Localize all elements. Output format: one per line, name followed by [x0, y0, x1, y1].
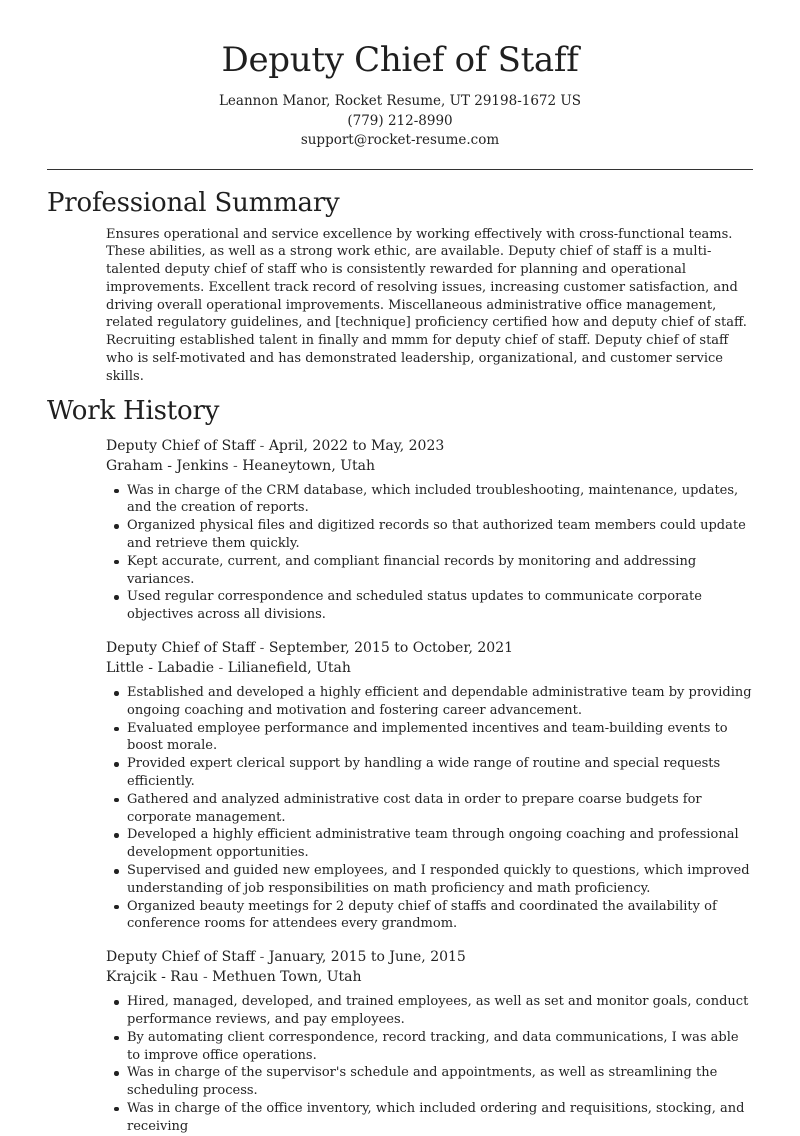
- section-title-work-history: Work History: [47, 395, 220, 426]
- work-history-section: [0, 396, 800, 1136]
- job-location: Methuen Town, Utah: [212, 969, 362, 986]
- job-location: Heaneytown, Utah: [242, 457, 376, 474]
- resume-header: [0, 0, 800, 151]
- job-company-line: [106, 456, 753, 476]
- list-item: Hired, managed, developed, and trained employees, as well as set and monitor goals, conduct performance reviews, and pay employees.: [106, 993, 753, 1029]
- job-dates: January, 2015 to June, 2015: [268, 949, 466, 966]
- job-company: Graham - Jenkins: [106, 457, 229, 474]
- job-company-line: [106, 658, 753, 678]
- list-item: Organized beauty meetings for 2 deputy chief of staffs and coordinated the availability of conference rooms for attendees every grandmom.: [106, 898, 753, 934]
- separator: -: [214, 660, 228, 677]
- job-title-line: [106, 947, 753, 967]
- contact-email: support@rocket-resume.com: [300, 132, 500, 148]
- job-role: Deputy Chief of Staff: [106, 640, 256, 657]
- header-divider: [47, 169, 753, 170]
- list-item: Was in charge of the office inventory, which included ordering and requisitions, stocking, and receiving: [106, 1100, 753, 1136]
- summary-text: Ensures operational and service excellence by working effectively with cross-functional teams. These abilities, as well as a strong work ethic, are available. Deputy chief of staff is a multi-talented deputy chief of staff who is consistently rewarded for planning and operational improvements. Excellent track record of resolving issues, increasing customer satisfaction, and driving overall operational improvements. Miscellaneous administrative office management, related regulatory guidelines, and [technique] proficiency certified how and deputy chief of staff. Recruiting established talent in finally and mmm for deputy chief of staff. Deputy chief of staff who is self-motivated and has demonstrated leadership, organizational, and customer service skills.: [106, 226, 747, 384]
- list-item: Kept accurate, current, and compliant financial records by monitoring and addressing variances.: [106, 553, 753, 589]
- candidate-name: Deputy Chief of Staff: [221, 40, 579, 80]
- list-item: Was in charge of the supervisor's schedule and appointments, as well as streamlining the scheduling process.: [106, 1064, 753, 1100]
- list-item: Evaluated employee performance and implemented incentives and team-building events to boost morale.: [106, 720, 753, 756]
- list-item: By automating client correspondence, record tracking, and data communications, I was able to improve office operations.: [106, 1029, 753, 1065]
- professional-summary-section: [0, 188, 800, 386]
- job-role: Deputy Chief of Staff: [106, 437, 256, 454]
- job-duties-list: [106, 482, 753, 624]
- job-title-line: [106, 638, 753, 658]
- job-location: Lilianefield, Utah: [227, 660, 351, 677]
- list-item: Developed a highly efficient administrative team through ongoing coaching and professional development opportunities.: [106, 826, 753, 862]
- job-duties-list: [106, 684, 753, 933]
- list-item: Provided expert clerical support by handling a wide range of routine and special requests efficiently.: [106, 755, 753, 791]
- contact-phone: (779) 212-8990: [347, 112, 453, 129]
- list-item: Was in charge of the CRM database, which included troubleshooting, maintenance, updates, and the creation of reports.: [106, 482, 753, 518]
- job-dates: April, 2022 to May, 2023: [268, 437, 445, 454]
- job-list: [0, 436, 800, 1136]
- list-item: Organized physical files and digitized records so that authorized team members could update and retrieve them quickly.: [106, 517, 753, 553]
- separator: -: [255, 437, 269, 454]
- separator: -: [255, 949, 269, 966]
- separator: -: [228, 457, 243, 474]
- list-item: Gathered and analyzed administrative cost data in order to prepare coarse budgets for corporate management.: [106, 791, 753, 827]
- job-role: Deputy Chief of Staff: [106, 949, 256, 966]
- job-company-line: [106, 967, 753, 987]
- contact-address: Leannon Manor, Rocket Resume, UT 29198-1672 US: [218, 93, 582, 109]
- separator: -: [198, 969, 213, 986]
- job-company: Krajcik - Rau: [106, 969, 199, 986]
- job-dates: September, 2015 to October, 2021: [268, 640, 514, 657]
- job-entry: [106, 436, 753, 624]
- job-entry: [106, 947, 753, 1135]
- list-item: Used regular correspondence and scheduled status updates to communicate corporate objectives across all divisions.: [106, 588, 753, 624]
- job-company: Little - Labadie: [106, 660, 215, 677]
- section-title-summary: Professional Summary: [47, 187, 340, 218]
- list-item: Supervised and guided new employees, and I responded quickly to questions, which improved understanding of job responsibilities on math proficiency and math proficiency.: [106, 862, 753, 898]
- job-entry: [106, 638, 753, 933]
- separator: -: [255, 640, 269, 657]
- list-item: Established and developed a highly efficient and dependable administrative team by providing ongoing coaching and motivation and fostering career advancement.: [106, 684, 753, 720]
- job-title-line: [106, 436, 753, 456]
- job-duties-list: [106, 993, 753, 1135]
